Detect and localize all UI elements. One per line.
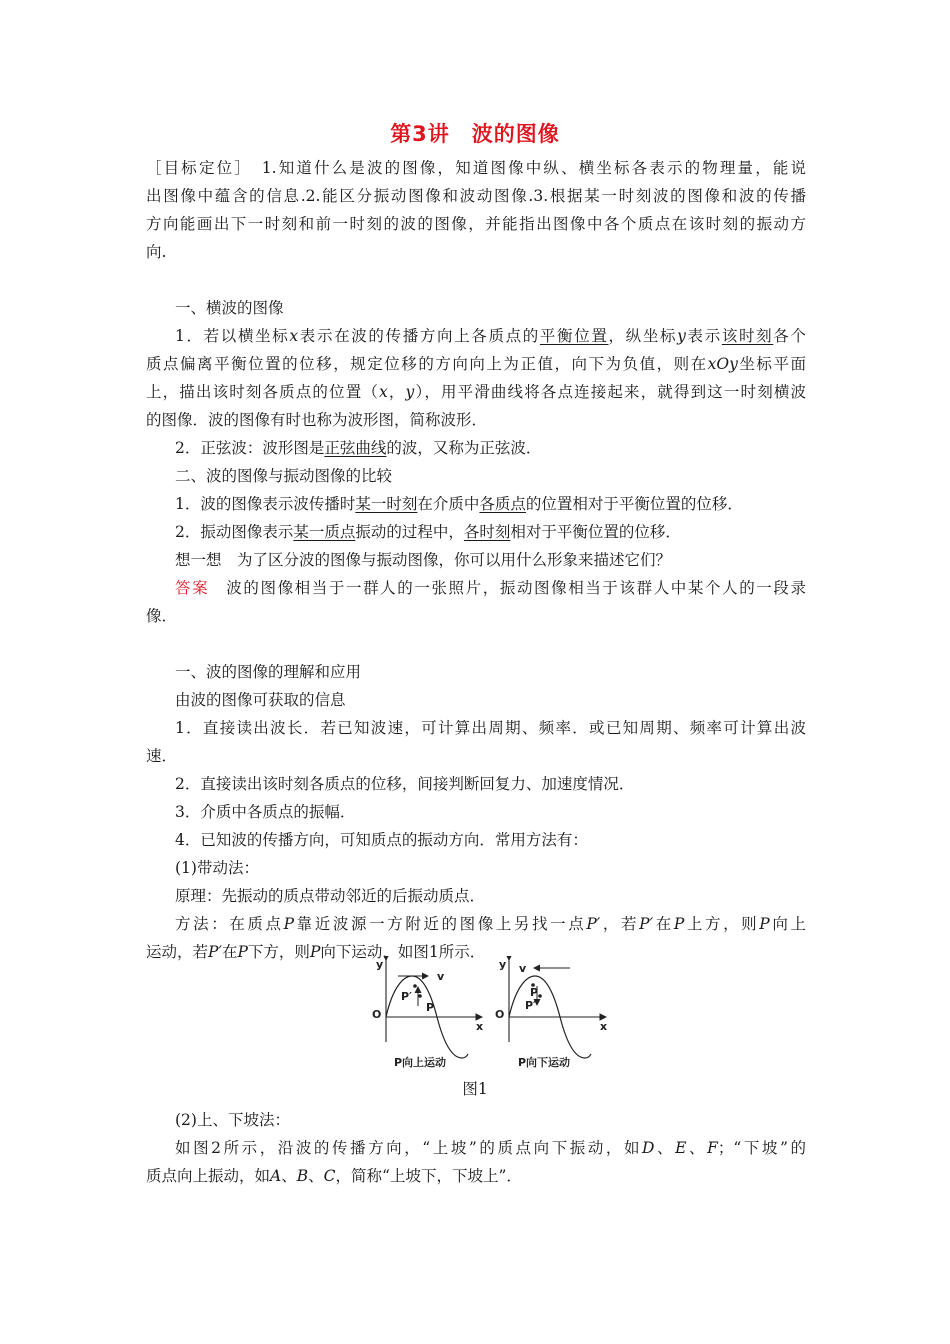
y-label-left: y <box>376 958 384 971</box>
method-text-line-1: 方法：在质点P靠近波源一方附近的图像上另找一点P′，若P′在P上方，则P向上 <box>175 915 806 933</box>
p-prime-point-left <box>413 984 417 988</box>
method-text-line-2: 运动，若P′在P下方，则P向下运动．如图1所示． <box>146 943 486 961</box>
origin-label-right: O <box>495 1008 505 1021</box>
p-prime-point-right <box>538 994 542 998</box>
info-item-1: 1．直接读出波长．若已知波速，可计算出周期、频率．或已知周期、频率可计算出波 <box>175 719 806 737</box>
slope-line-1: 如图2所示，沿波的传播方向，“上坡”的质点向下振动，如D、E、F；“下坡”的 <box>175 1139 806 1157</box>
section-heading-transverse-wave: 一、横波的图像 <box>175 299 284 317</box>
section-heading-understanding: 一、波的图像的理解和应用 <box>175 663 362 681</box>
paragraph-1-line-1: 1．若以横坐标x表示在波的传播方向上各质点的平衡位置，纵坐标y表示该时刻各个 <box>175 327 806 345</box>
figure-1-caption: 图1 <box>462 1080 488 1098</box>
section-heading-comparison: 二、波的图像与振动图像的比较 <box>175 467 393 485</box>
info-item-3: 3．介质中各质点的振幅． <box>175 803 356 821</box>
p-prime-label-right: P′ <box>525 999 536 1012</box>
blank-equilibrium-position: 平衡位置 <box>539 327 609 345</box>
goals-line-1: ［目标定位］ 1.知道什么是波的图像，知道图像中纵、横坐标各表示的物理量，能说 <box>146 159 806 177</box>
x-label-right: x <box>600 1020 608 1033</box>
p-point-left <box>418 994 422 998</box>
figure-1-left-panel <box>372 958 483 1068</box>
comparison-item-2: 2．振动图像表示某一质点振动的过程中，各时刻相对于平衡位置的位移． <box>175 523 681 541</box>
info-item-2: 2．直接读出该时刻各质点的位移，间接判断回复力、加速度情况． <box>175 775 635 793</box>
paragraph-2: 2．正弦波：波形图是正弦曲线的波，又称为正弦波． <box>175 439 542 457</box>
p-prime-label-left: P′ <box>401 990 412 1003</box>
blank-each-particle: 各质点 <box>479 495 526 513</box>
goals-line-3: 方向能画出下一时刻和前一时刻的波的图像，并能指出图像中各个质点在该时刻的振动方 <box>146 215 806 233</box>
p-label-left: P <box>426 1001 435 1014</box>
figure-1-diagram <box>366 956 616 1068</box>
answer-line-2: 像． <box>146 607 178 625</box>
p-label-right: P <box>530 986 539 999</box>
principle-text: 原理：先振动的质点带动邻近的后振动质点． <box>175 887 486 905</box>
paragraph-1-line-2: 质点偏离平衡位置的位移，规定位移的方向向上为正值，向下为负值，则在xOy坐标平面 <box>146 355 806 373</box>
comparison-item-1: 1．波的图像表示波传播时某一时刻在介质中各质点的位置相对于平衡位置的位移． <box>175 495 743 513</box>
goals-line-4: 向. <box>146 243 167 261</box>
goals-line-2: 出图像中蕴含的信息.2.能区分振动图像和波动图像.3.根据某一时刻波的图像和波的传播 <box>146 187 806 205</box>
caption-right: P向下运动 <box>518 1056 571 1068</box>
blank-certain-moment: 某一时刻 <box>355 495 418 513</box>
slope-line-2: 质点向上振动，如A、B、C，简称“上坡下，下坡上”． <box>146 1167 522 1185</box>
x-label-left: x <box>476 1020 484 1033</box>
blank-this-moment: 该时刻 <box>721 327 774 345</box>
answer-label: 答案 <box>175 579 210 597</box>
figure-1-right-panel <box>495 958 607 1068</box>
think-question: 想一想 为了区分波的图像与振动图像，你可以用什么形象来描述它们？ <box>175 551 672 569</box>
paragraph-1-line-3: 上，描出该时刻各质点的位置（x，y），用平滑曲线将各点连接起来，就得到这一时刻横波 <box>146 383 806 401</box>
v-label-right: v <box>519 962 527 975</box>
caption-left: P向上运动 <box>394 1056 447 1068</box>
method-2-heading: (2)上、下坡法： <box>175 1111 290 1129</box>
v-label-left: v <box>437 970 445 983</box>
blank-sine-curve: 正弦曲线 <box>324 439 387 457</box>
info-subheading: 由波的图像可获取的信息 <box>175 691 346 709</box>
answer-line-1: 答案 波的图像相当于一群人的一张照片，振动图像相当于该群人中某个人的一段录 <box>175 579 806 597</box>
origin-label-left: O <box>372 1008 382 1021</box>
blank-one-particle: 某一质点 <box>293 523 356 541</box>
paragraph-1-line-4: 的图像．波的图像有时也称为波形图，简称波形． <box>146 411 488 429</box>
y-label-right: y <box>499 958 507 971</box>
info-item-1-cont: 速． <box>146 747 178 765</box>
blank-each-moment: 各时刻 <box>463 523 511 541</box>
page-title: 第3讲 波的图像 <box>390 122 560 146</box>
method-1-heading: (1)带动法： <box>175 859 259 877</box>
info-item-4: 4．已知波的传播方向，可知质点的振动方向．常用方法有： <box>175 831 588 849</box>
